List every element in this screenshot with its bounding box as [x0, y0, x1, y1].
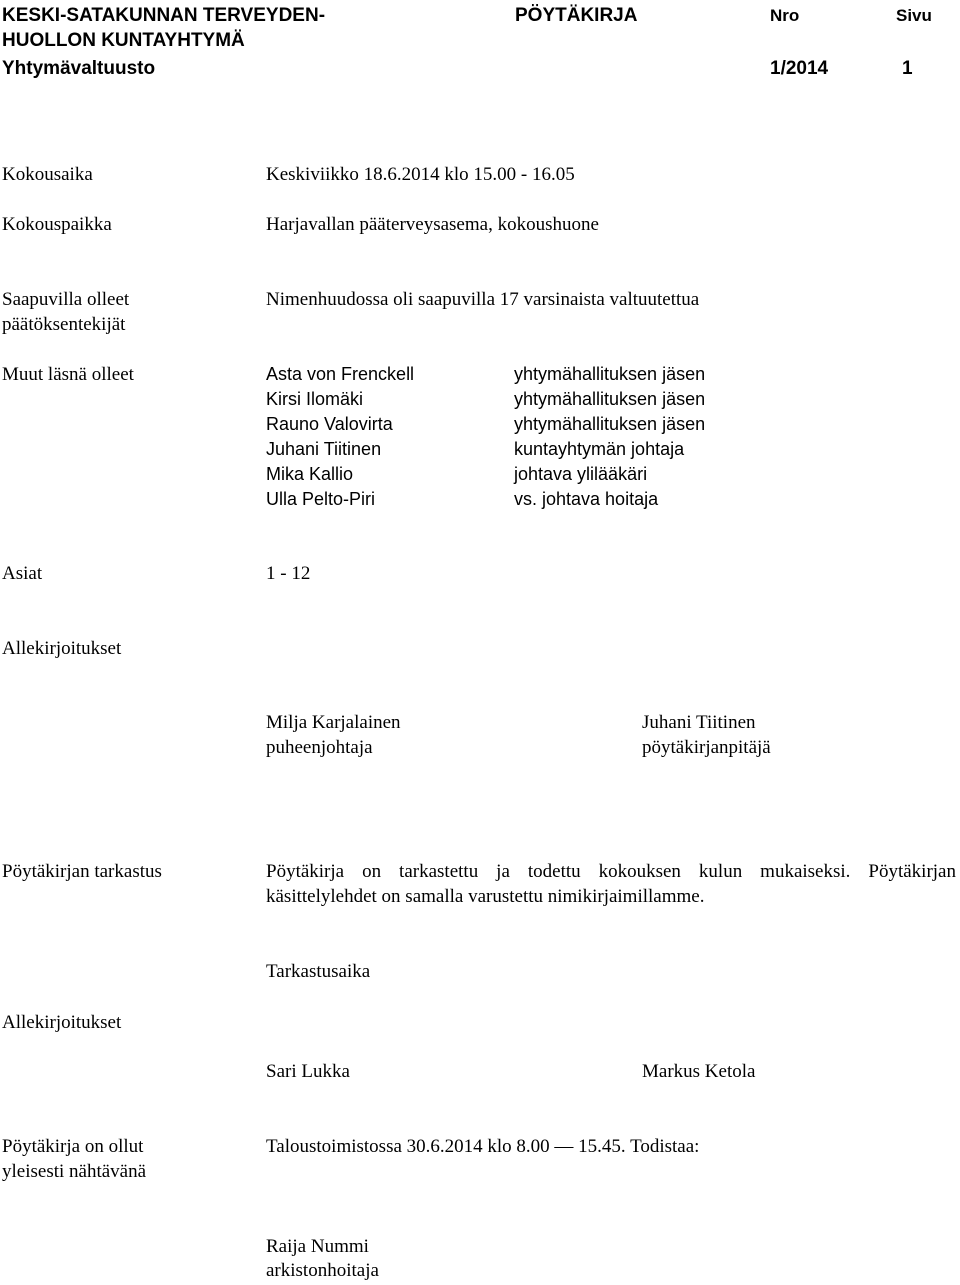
items-label: Asiat — [2, 563, 43, 584]
secretary-name: Juhani Tiitinen — [642, 712, 756, 733]
sivu-label: Sivu — [896, 6, 932, 25]
attendee-role: kuntayhtymän johtaja — [514, 439, 685, 459]
attendee-name: Kirsi Ilomäki — [266, 389, 364, 409]
others-roles — [514, 362, 705, 512]
review-signatures-label: Allekirjoitukset — [2, 1012, 122, 1033]
items-value: 1 - 12 — [266, 563, 311, 584]
chair-name: Milja Karjalainen — [266, 712, 401, 733]
attendee-role: yhtymähallituksen jäsen — [514, 364, 706, 384]
publication-value: Taloustoimistossa 30.6.2014 klo 8.00 — 15.45. Todistaa: — [266, 1136, 700, 1157]
others-label: Muut läsnä olleet — [2, 364, 134, 385]
present-label-line2: päätöksentekijät — [2, 314, 126, 335]
org-name-line2: HUOLLON KUNTAYHTYMÄ — [2, 30, 245, 51]
attendee-role: yhtymähallituksen jäsen — [514, 389, 706, 409]
publication-label-line2: yleisesti nähtävänä — [2, 1161, 147, 1182]
nro-label: Nro — [770, 6, 800, 25]
chair-title: puheenjohtaja — [266, 737, 373, 758]
org-body: Yhtymävaltuusto — [2, 58, 156, 79]
review-text: Pöytäkirja on tarkastettu ja todettu kokouksen kulun mukaiseksi. Pöytäkirjan käsittelylehdet on samalla varustettu nimikirjaimillamme. — [266, 861, 956, 907]
attendee-role: johtava ylilääkäri — [514, 464, 648, 484]
attendee-name: Ulla Pelto-Piri — [266, 489, 376, 509]
attendee-name: Asta von Frenckell — [266, 364, 415, 384]
meeting-time-value: Keskiviikko 18.6.2014 klo 15.00 - 16.05 — [266, 164, 575, 185]
sivu-value: 1 — [902, 58, 913, 79]
secretary-title: pöytäkirjanpitäjä — [642, 737, 771, 758]
org-name-line1: KESKI-SATAKUNNAN TERVEYDEN- — [2, 5, 326, 26]
attendee-name: Juhani Tiitinen — [266, 439, 382, 459]
others-names — [266, 362, 414, 512]
review-date-label: Tarkastusaika — [266, 961, 371, 982]
reviewer-1: Sari Lukka — [266, 1061, 350, 1082]
attendee-name: Rauno Valovirta — [266, 414, 393, 434]
archivist-title: arkistonhoitaja — [266, 1260, 379, 1281]
attendee-name: Mika Kallio — [266, 464, 354, 484]
attendee-role: vs. johtava hoitaja — [514, 489, 659, 509]
signatures-label: Allekirjoitukset — [2, 638, 122, 659]
attendee-role: yhtymähallituksen jäsen — [514, 414, 706, 434]
nro-value: 1/2014 — [770, 58, 829, 79]
doc-type: PÖYTÄKIRJA — [515, 5, 638, 26]
reviewer-2: Markus Ketola — [642, 1061, 756, 1082]
publication-label-line1: Pöytäkirja on ollut — [2, 1136, 144, 1157]
review-label: Pöytäkirjan tarkastus — [2, 861, 162, 882]
meeting-time-label: Kokousaika — [2, 164, 93, 185]
meeting-place-label: Kokouspaikka — [2, 214, 112, 235]
meeting-place-value: Harjavallan pääterveysasema, kokoushuone — [266, 214, 599, 235]
archivist-name: Raija Nummi — [266, 1236, 369, 1257]
present-value: Nimenhuudossa oli saapuvilla 17 varsinaista valtuutettua — [266, 289, 700, 310]
present-label-line1: Saapuvilla olleet — [2, 289, 130, 310]
